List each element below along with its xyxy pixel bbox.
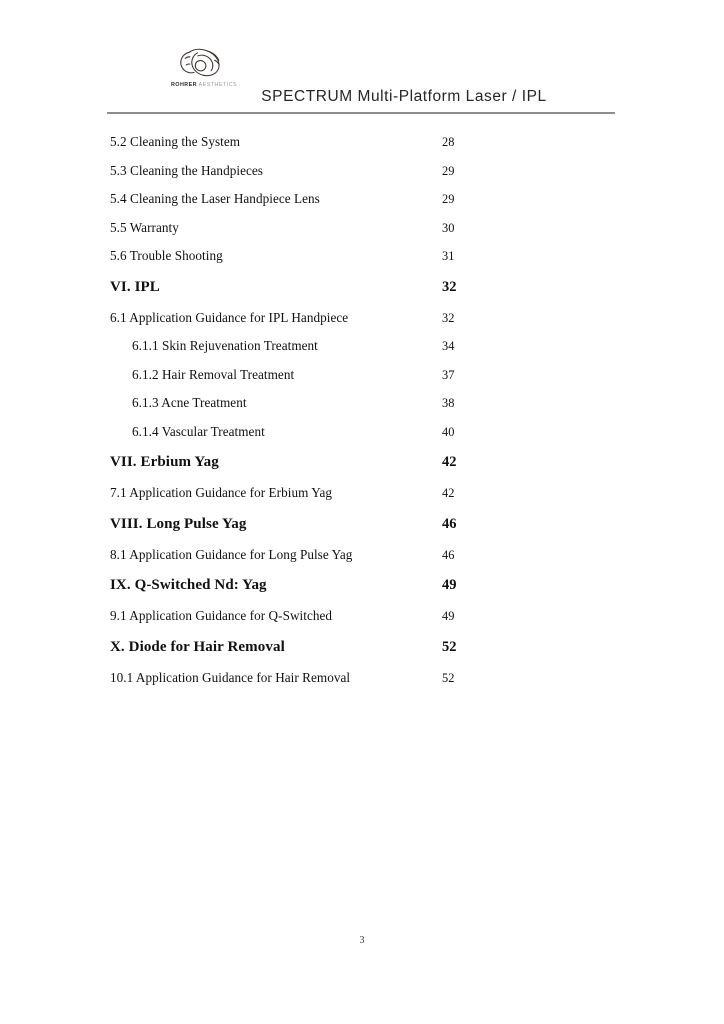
page-number-footer: 3 [359, 935, 365, 946]
page-header [0, 0, 724, 120]
toc-entry-row[interactable] [0, 602, 724, 631]
company-logo [168, 46, 240, 88]
toc-section-row[interactable] [0, 508, 724, 541]
toc-entry-page-number: 31 [442, 249, 455, 263]
toc-entry-label: 6.1.2 Hair Removal Treatment [132, 366, 295, 382]
toc-entry-page-number: 42 [442, 454, 457, 470]
toc-section-row[interactable] [0, 446, 724, 479]
logo-sub-text: AESTHETICS [198, 82, 238, 88]
toc-entry-page-number: 30 [442, 220, 455, 235]
toc-entry-row[interactable] [0, 418, 724, 447]
header-divider [107, 112, 615, 114]
toc-entry-row[interactable] [0, 304, 724, 333]
toc-entry-page-number: 46 [442, 547, 455, 562]
toc-entry-row[interactable] [0, 332, 724, 361]
toc-entry-row[interactable] [0, 214, 724, 243]
toc-entry-row[interactable] [0, 479, 724, 508]
toc-entry-row[interactable] [0, 664, 724, 693]
toc-entry-label: 6.1 Application Guidance for IPL Handpiece [110, 309, 349, 325]
lion-head-icon [176, 46, 232, 82]
toc-entry-page-number: 32 [442, 310, 455, 325]
toc-entry-page-number: 42 [442, 486, 455, 500]
toc-entry-label: IX. Q-Switched Nd: Yag [110, 577, 267, 593]
toc-entry-row[interactable] [0, 541, 724, 570]
toc-entry-page-number: 52 [442, 670, 455, 685]
toc-entry-page-number: 49 [442, 577, 457, 593]
toc-entry-label: 5.2 Cleaning the System [110, 134, 241, 149]
toc-entry-page-number: 32 [442, 278, 457, 295]
toc-entry-label: X. Diode for Hair Removal [110, 638, 285, 655]
toc-entry-row[interactable] [0, 389, 724, 418]
toc-entry-label: 5.4 Cleaning the Laser Handpiece Lens [110, 191, 320, 206]
toc-entry-label: 5.6 Trouble Shooting [110, 248, 223, 263]
toc-entry-label: 6.1.1 Skin Rejuvenation Treatment [132, 338, 318, 353]
toc-entry-label: 10.1 Application Guidance for Hair Removal [110, 669, 351, 685]
toc-entry-label: 8.1 Application Guidance for Long Pulse Yag [110, 546, 353, 562]
toc-entry-label: 7.1 Application Guidance for Erbium Yag [110, 485, 333, 500]
toc-entry-row[interactable] [0, 242, 724, 271]
toc-entry-page-number: 40 [442, 424, 455, 439]
toc-entry-page-number: 37 [442, 367, 455, 382]
toc-entry-row[interactable] [0, 185, 724, 214]
toc-entry-row[interactable] [0, 157, 724, 186]
toc-entry-label: 5.3 Cleaning the Handpieces [110, 162, 263, 178]
toc-entry-page-number: 52 [442, 638, 457, 655]
toc-entry-page-number: 34 [442, 339, 455, 353]
toc-entry-label: 6.1.3 Acne Treatment [132, 395, 247, 410]
toc-entry-page-number: 29 [442, 163, 455, 178]
toc-entry-label: 9.1 Application Guidance for Q-Switched [110, 608, 333, 623]
toc-entry-page-number: 49 [442, 609, 455, 623]
table-of-contents [0, 128, 724, 692]
toc-entry-page-number: 29 [442, 192, 455, 206]
toc-entry-page-number: 46 [442, 515, 457, 532]
toc-section-row[interactable] [0, 271, 724, 304]
toc-entry-row[interactable] [0, 128, 724, 157]
toc-section-row[interactable] [0, 569, 724, 602]
toc-section-row[interactable] [0, 631, 724, 664]
logo-brand-text: ROHRER [170, 82, 198, 88]
toc-entry-row[interactable] [0, 361, 724, 390]
toc-entry-page-number: 28 [442, 135, 455, 149]
toc-entry-label: 6.1.4 Vascular Treatment [132, 423, 265, 439]
toc-entry-page-number: 38 [442, 396, 455, 410]
document-header-title: SPECTRUM Multi-Platform Laser / IPL [261, 88, 547, 105]
toc-entry-label: VI. IPL [110, 278, 160, 295]
toc-entry-label: 5.5 Warranty [110, 219, 179, 235]
toc-entry-label: VIII. Long Pulse Yag [110, 515, 247, 532]
toc-entry-label: VII. Erbium Yag [110, 454, 219, 470]
